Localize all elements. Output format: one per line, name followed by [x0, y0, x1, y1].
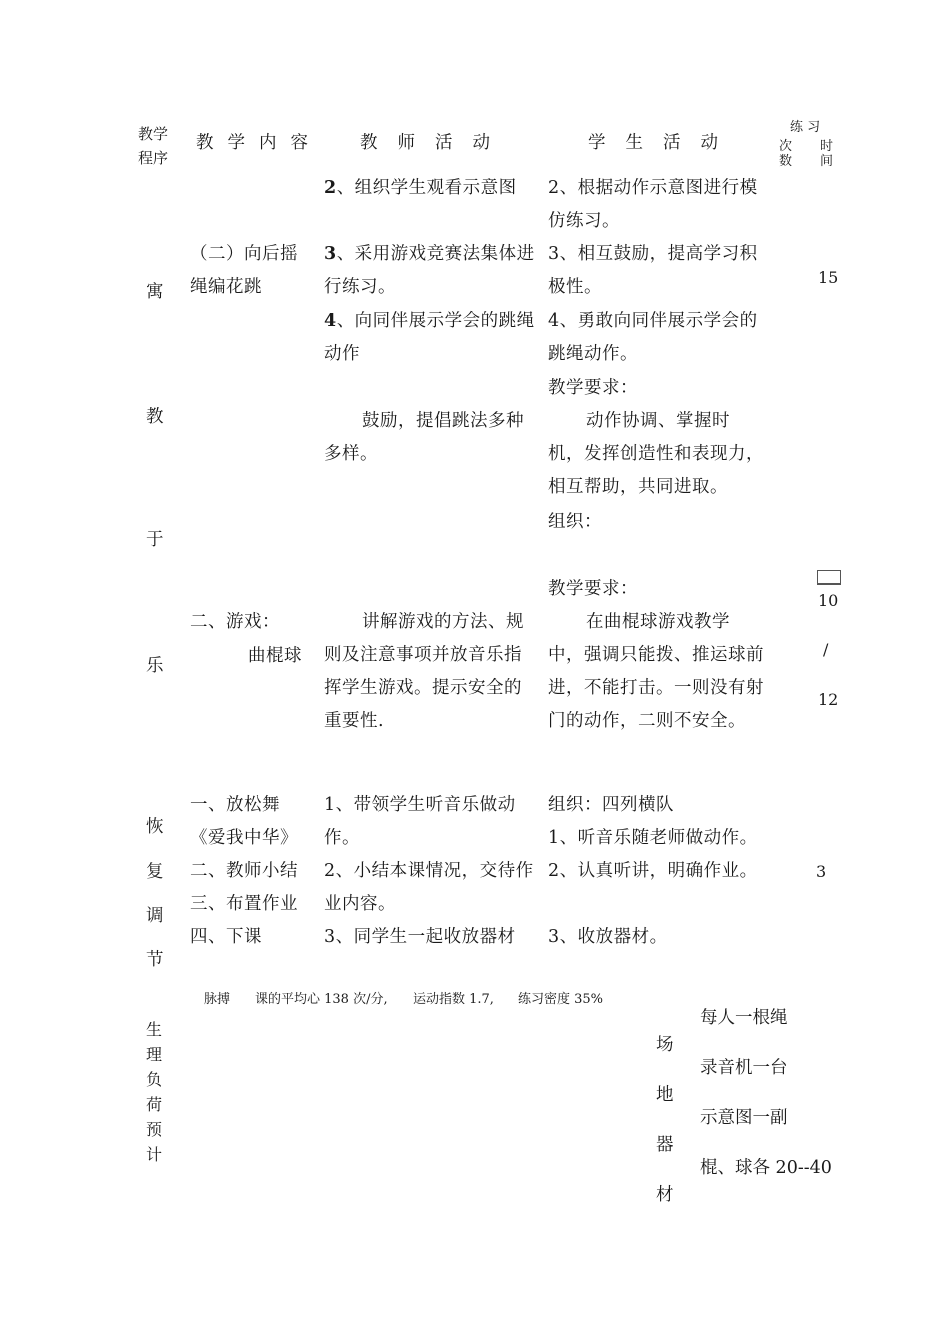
time-value: 15: [818, 268, 839, 287]
student-step-3: 3、相互鼓励，提高学习积极性。: [548, 244, 758, 297]
stage-char: 乐: [146, 656, 164, 676]
equipment-list: [700, 993, 832, 1193]
teacher-lead-music: 1、带领学生听音乐做动作。: [324, 795, 516, 848]
teacher-collect: 3、同学生一起收放器材: [324, 927, 516, 947]
header-count-2: 数: [779, 154, 793, 169]
stage-char: 寓: [146, 282, 164, 302]
placeholder-box: [817, 570, 841, 585]
header-stage-line-1: 教学: [138, 125, 169, 143]
student-requirements-text: 动作协调、掌握时机，发挥创造性和表现力，相互帮助，共同进取。: [548, 411, 764, 497]
student-organization-label: 组织：: [548, 512, 602, 532]
header-time-1: 时: [820, 139, 834, 154]
time-value: 10: [818, 591, 839, 610]
content-game-title: 二、游戏：: [190, 612, 280, 632]
teacher-game: 讲解游戏的方法、规则及注意事项并放音乐指挥学生游戏。提示安全的重要性.: [324, 612, 524, 731]
load-char: 荷: [146, 1095, 163, 1114]
stage-char: 调: [146, 906, 164, 926]
teacher-step-num: 2: [324, 178, 337, 198]
student-organization: 组织：四列横队: [548, 795, 674, 815]
pulse-label: 脉搏: [204, 992, 231, 1007]
content-summary: 二、教师小结: [190, 861, 298, 881]
student-game-text: 在曲棍球游戏教学中，强调只能拨、推运球前进，不能打击。一则没有射门的动作，二则不安全。: [548, 612, 764, 731]
time-separator: /: [823, 640, 829, 659]
header-stage-line-2: 程序: [138, 149, 169, 167]
student-requirements-label-2: 教学要求：: [548, 579, 638, 599]
teacher-step-3: [324, 238, 536, 304]
equipment-item: 棍、球各 20--40: [700, 1158, 832, 1178]
teacher-summary: 2、小结本课情况，交待作业内容。: [324, 861, 534, 914]
equipment-item: 每人一根绳: [700, 1008, 788, 1028]
load-char: 计: [146, 1145, 163, 1164]
teacher-step-num: 3: [324, 244, 337, 264]
header-time: [820, 139, 833, 169]
load-char: 负: [146, 1070, 163, 1089]
pulse-text: 课的平均心 138 次/分,: [255, 992, 388, 1007]
student-step-2: 2、根据动作示意图进行模仿练习。: [548, 178, 758, 231]
load-char: 理: [146, 1045, 163, 1064]
teacher-step-text: 、采用游戏竞赛法集体进行练习。: [324, 244, 535, 297]
content-relax-dance: 一、放松舞《爱我中华》: [190, 795, 298, 848]
teacher-encourage: 鼓励，提倡跳法多种多样。: [324, 411, 524, 464]
stage-char: 于: [146, 530, 164, 550]
content-dismiss: 四、下课: [190, 927, 262, 947]
load-label: [146, 1017, 162, 1167]
teacher-step-2: [324, 172, 536, 205]
stage-char: 节: [146, 950, 164, 970]
header-count: [779, 139, 792, 169]
header-teacher: 教师活动: [360, 133, 510, 153]
load-char: 生: [146, 1020, 163, 1039]
stage-char: 复: [146, 862, 164, 882]
student-requirements-label: 教学要求：: [548, 378, 638, 398]
student-listen: 2、认真听讲，明确作业。: [548, 861, 758, 881]
venue-char: 材: [656, 1185, 674, 1205]
time-value: 3: [816, 862, 827, 881]
stage-char: 教: [146, 407, 164, 427]
venue-char: 器: [656, 1135, 674, 1155]
venue-char: 地: [656, 1085, 674, 1105]
student-collect: 3、收放器材。: [548, 927, 668, 947]
header-stage: [138, 122, 168, 170]
student-follow-music: 1、听音乐随老师做动作。: [548, 828, 758, 848]
teacher-step-num: 4: [324, 311, 337, 331]
header-count-1: 次: [779, 139, 793, 154]
venue-label: [656, 1020, 674, 1220]
teacher-step-4: [324, 305, 536, 371]
header-time-2: 间: [820, 154, 834, 169]
load-char: 预: [146, 1120, 163, 1139]
header-content: 教学内容: [196, 133, 322, 153]
content-homework: 三、布置作业: [190, 894, 298, 914]
content-rope-skip: （二）向后摇绳编花跳: [190, 244, 298, 297]
venue-char: 场: [656, 1035, 674, 1055]
time-value: 12: [818, 690, 839, 709]
stage-char: 恢: [146, 817, 164, 837]
equipment-item: 录音机一台: [700, 1058, 788, 1078]
exercise-index: 运动指数 1.7,: [413, 992, 494, 1007]
student-step-4: 4、勇敢向同伴展示学会的跳绳动作。: [548, 311, 758, 364]
equipment-item: 示意图一副: [700, 1108, 788, 1128]
teacher-step-text: 、组织学生观看示意图: [336, 178, 517, 198]
content-game-name: 曲棍球: [248, 646, 302, 666]
header-student: 学生活动: [588, 133, 738, 153]
practice-density: 练习密度 35%: [518, 992, 604, 1007]
teacher-step-text: 、向同伴展示学会的跳绳动作: [324, 311, 535, 364]
header-practice: 练 习: [790, 120, 821, 135]
